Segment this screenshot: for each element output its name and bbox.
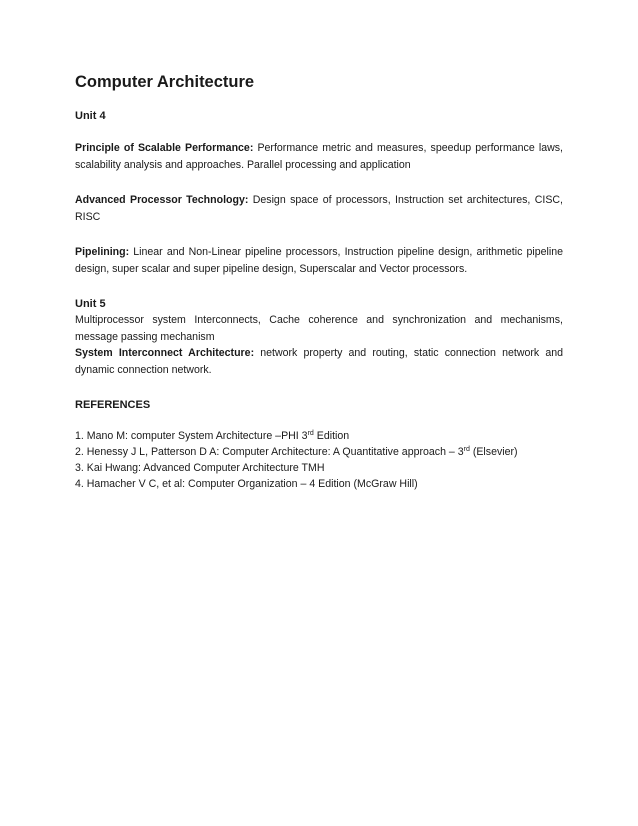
scalable-performance-paragraph [75,140,563,173]
multiprocessor-paragraph: Multiprocessor system Interconnects, Cache coherence and synchronization and mechanisms, message passing mechanism [75,314,563,343]
paragraph-text: network property and routing, static connection network and dynamic connection network. [75,347,564,376]
pipelining-paragraph [75,244,563,277]
document-title: Computer Architecture [75,73,255,91]
paragraph-text: Linear and Non-Linear pipeline processors, Instruction pipeline design, arithmetic pipeline design, super scalar and super pipeline design, Superscalar and Vector processors. [75,246,563,275]
unit-5-heading: Unit 5 [75,298,106,310]
reference-item: 1. Mano M: computer System Architecture –PHI 3rd Edition [75,430,350,442]
reference-item: 4. Hamacher V C, et al: Computer Organization – 4 Edition (McGraw Hill) [75,478,418,490]
processor-technology-paragraph [75,192,563,225]
unit-4-heading: Unit 4 [75,110,106,122]
references-list [75,428,563,492]
paragraph-term: System Interconnect Architecture: [75,347,255,359]
paragraph-text: Performance metric and measures, speedup performance laws, scalability analysis and approaches. Parallel processing and application [75,142,563,171]
paragraph-term: Principle of Scalable Performance: [75,142,254,154]
paragraph-term: Pipelining: [75,246,130,258]
reference-item: 3. Kai Hwang: Advanced Computer Architecture TMH [75,462,325,474]
reference-item: 2. Henessy J L, Patterson D A: Computer Architecture: A Quantitative approach – 3rd (Elsevier) [75,446,518,458]
references-heading: REFERENCES [75,399,151,411]
paragraph-term: Advanced Processor Technology: [75,194,249,206]
system-interconnect-paragraph [75,345,563,378]
paragraph-text: Design space of processors, Instruction set architectures, CISC, RISC [75,194,563,223]
document-page [75,72,563,492]
